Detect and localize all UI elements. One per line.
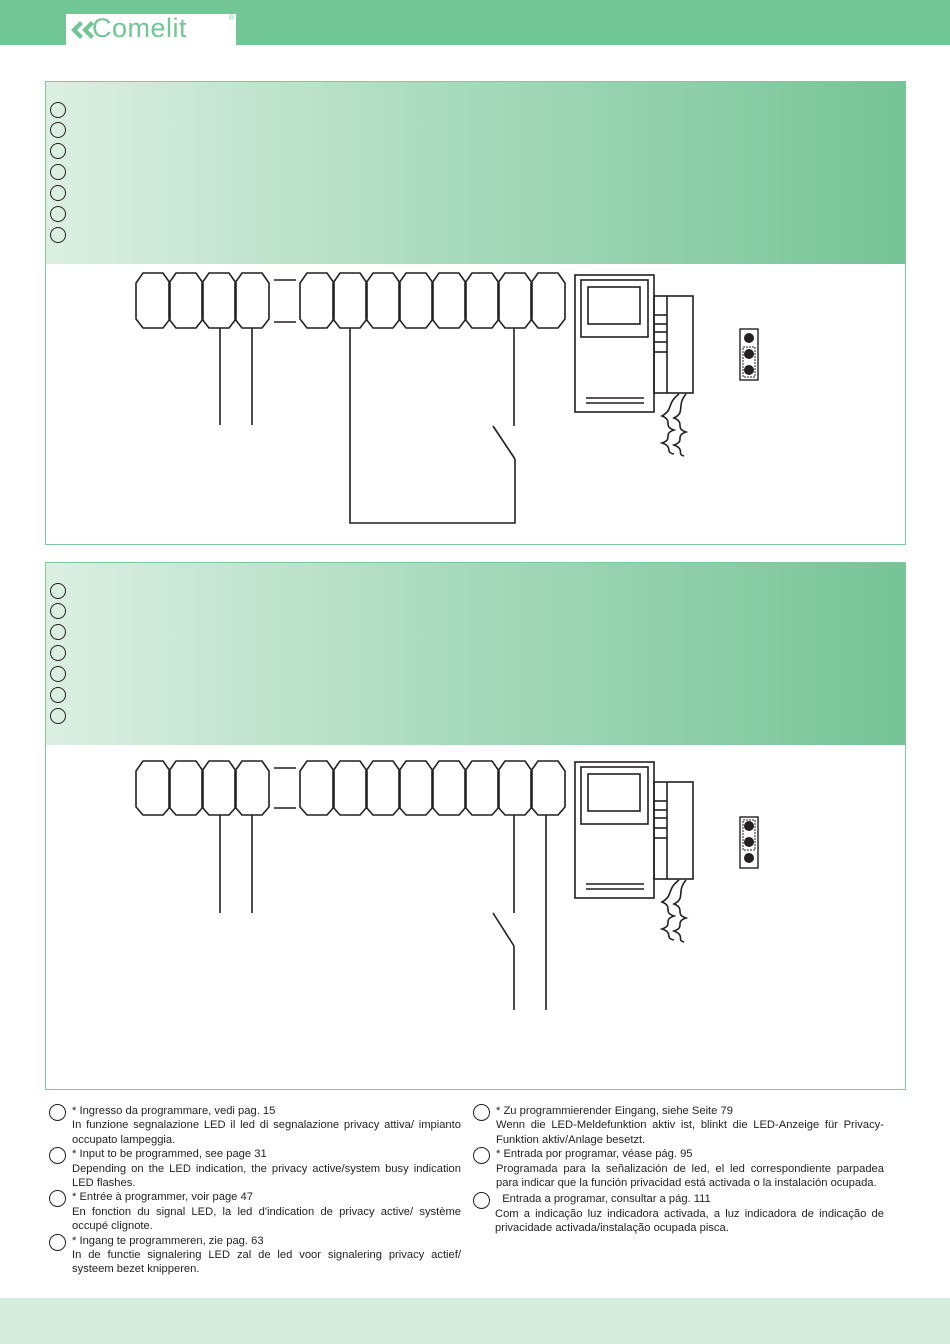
note-line: In de functie signalering LED zal de led voor signalering privacy actief/ systeem bezet knipperen.: [72, 1249, 461, 1276]
note-line: Wenn die LED-Meldefunktion aktiv ist, blinkt die LED-Anzeige für Privacy-Funktion aktiv/Anlage besetzt.: [496, 1119, 884, 1146]
language-marker: [50, 206, 66, 222]
terminal-block-right: [300, 761, 565, 815]
language-marker: [50, 624, 66, 640]
terminal-block-right: [300, 273, 565, 328]
note-line: Com a indicação luz indicadora activada, a luz indicadora de indicação de privacidade activada/instalação ocupada pisca.: [495, 1207, 884, 1235]
language-marker: [50, 687, 66, 703]
note-line: In funzione segnalazione LED il led di segnalazione privacy attiva/ impianto occupato lampeggia.: [72, 1119, 461, 1146]
language-marker: [473, 1192, 490, 1209]
comelit-double-chevron-icon: [70, 20, 94, 40]
note-line: Depending on the LED indication, the privacy active/system busy indication LED flashes.: [72, 1162, 461, 1190]
note-german: [470, 1104, 884, 1147]
note-italian: [46, 1104, 461, 1147]
language-marker: [50, 666, 66, 682]
language-marker: [49, 1190, 66, 1207]
terminal-block-left: [136, 761, 269, 815]
wiring-panel-1: [45, 81, 906, 545]
language-marker: [49, 1147, 66, 1164]
wiring-diagram-1: [46, 264, 905, 544]
wiring-panel-2: [45, 562, 906, 1090]
language-marker: [50, 122, 66, 138]
note-line: * Ingresso da programmare, vedi pag. 15: [72, 1105, 276, 1117]
note-spanish: [470, 1147, 884, 1190]
note-line: * Input to be programmed, see page 31: [72, 1148, 267, 1161]
header-bar: [0, 0, 950, 45]
jumper-block: [740, 817, 758, 868]
wires: [220, 815, 546, 1010]
note-dutch: [46, 1234, 461, 1277]
note-line: * Entrée à programmer, voir page 47: [72, 1191, 253, 1204]
wires: [220, 328, 515, 523]
panel-1-header: [46, 82, 905, 264]
language-marker: [50, 143, 66, 159]
language-marker: [49, 1104, 66, 1121]
language-marker: [49, 1234, 66, 1251]
language-marker: [50, 583, 66, 599]
language-marker: [473, 1104, 490, 1121]
note-french: [46, 1190, 461, 1233]
notes-left-column: [46, 1104, 461, 1277]
language-marker: [50, 227, 66, 243]
brand-logo: [66, 14, 236, 45]
language-marker: [50, 645, 66, 661]
note-line: * Ingang te programmeren, zie pag. 63: [72, 1234, 264, 1247]
panel-2-header: [46, 563, 905, 745]
brand-name: Comelit: [92, 13, 188, 43]
note-english: [46, 1147, 461, 1190]
footer-bar: [0, 1298, 950, 1344]
note-line: * Zu programmierender Eingang, siehe Seite 79: [496, 1105, 733, 1117]
video-monitor: [575, 762, 693, 942]
language-marker: [50, 603, 66, 619]
note-line: En fonction du signal LED, la led d'indication de privacy active/ système occupé clignote.: [72, 1205, 461, 1233]
wiring-diagram-2: [46, 745, 905, 1045]
video-monitor: [575, 275, 693, 456]
note-line: Programada para la señalización de led, el led correspondiente parpadea para indicar que la función privacidad está activada o la instalación ocupada.: [496, 1162, 884, 1190]
note-line: Entrada a programar, consultar a pág. 111: [496, 1193, 711, 1206]
jumper-block: [740, 329, 758, 380]
registered-mark: ®: [228, 15, 234, 22]
note-line: * Entrada por programar, véase pág. 95: [496, 1148, 693, 1161]
terminal-block-left: [136, 273, 269, 328]
language-marker: [473, 1147, 490, 1164]
notes-right-column: [470, 1104, 884, 1236]
language-marker: [50, 102, 66, 118]
language-marker: [50, 708, 66, 724]
note-portuguese: [470, 1192, 884, 1235]
language-marker: [50, 185, 66, 201]
language-marker: [50, 164, 66, 180]
